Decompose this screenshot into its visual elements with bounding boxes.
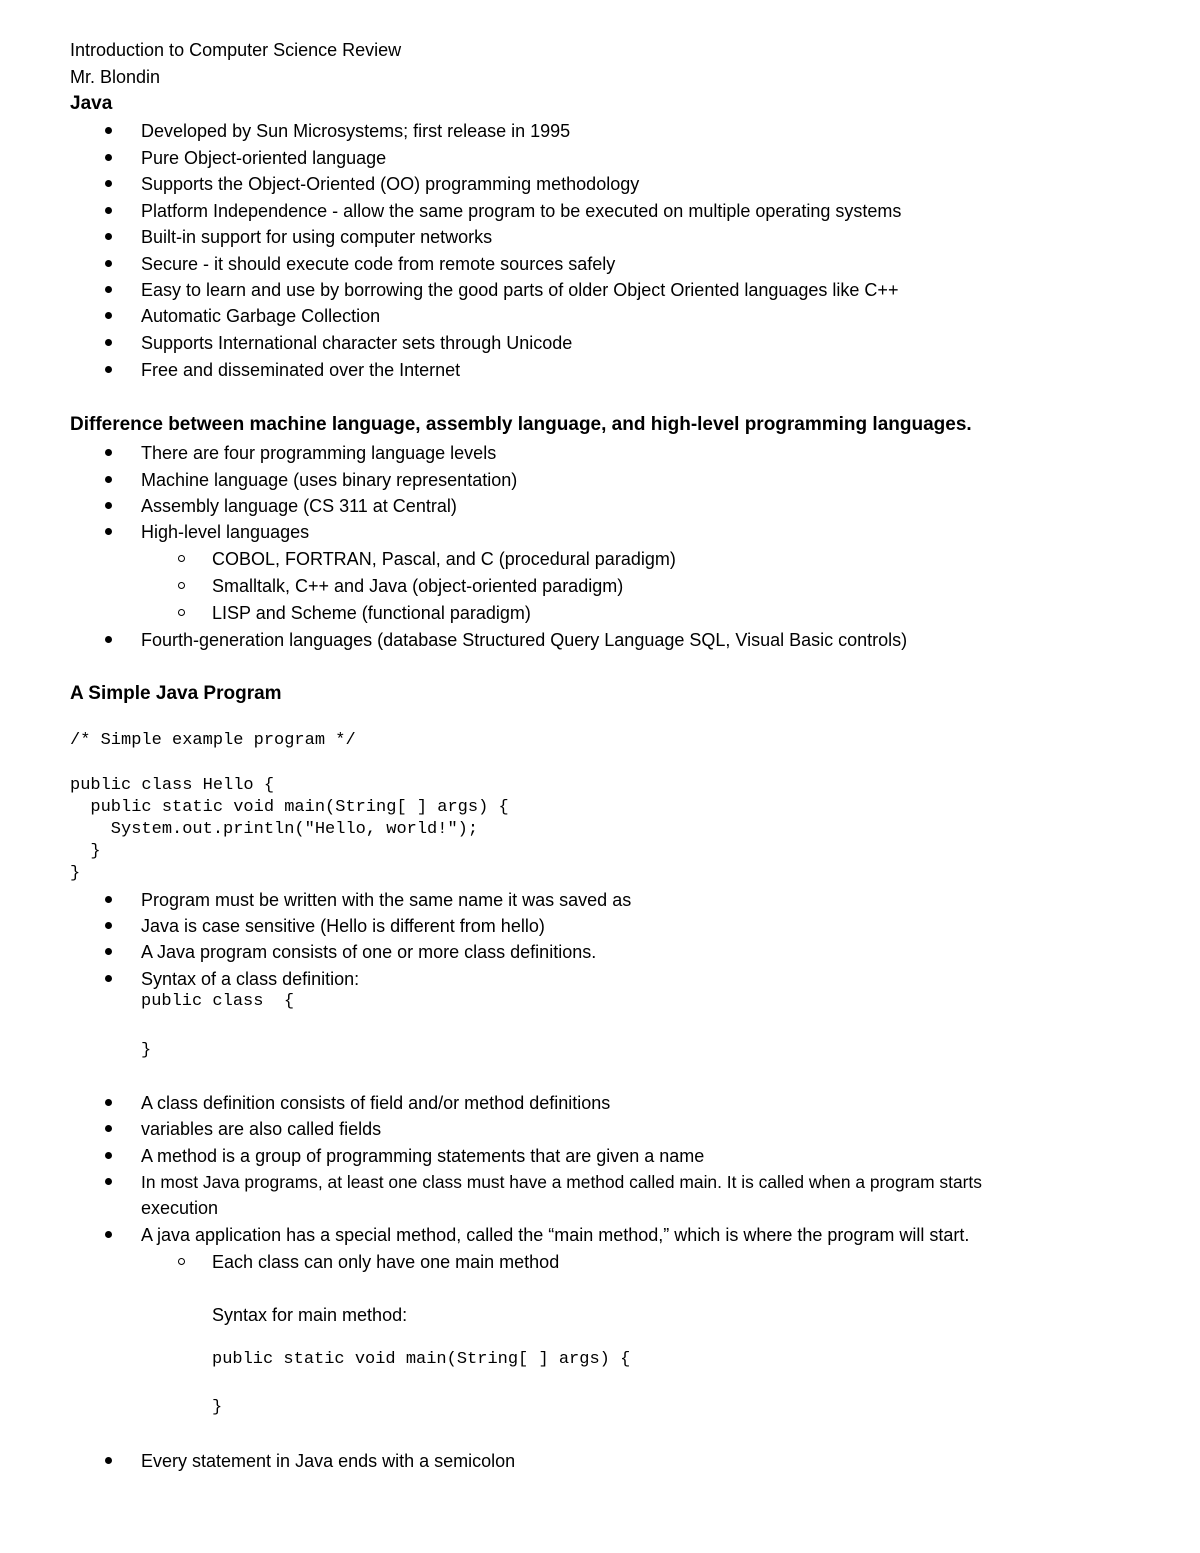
list-item: Syntax of a class definition: [141,969,360,989]
list-item: Fourth-generation languages (database Structured Query Language SQL, Visual Basic controls) [141,630,908,650]
bullet-dot [105,528,112,535]
bullet-dot [105,1099,112,1106]
list-item: Platform Independence - allow the same program to be executed on multiple operating systems [141,201,902,221]
list-item: A Java program consists of one or more class definitions. [141,942,597,962]
sub-bullet-circle [178,1258,185,1265]
main-syntax-code: public static void main(String[ ] args) { [212,1350,631,1369]
list-item: Every statement in Java ends with a semicolon [141,1451,516,1471]
bullet-dot [105,948,112,955]
code-line: } [70,842,101,861]
bullet-dot [105,180,112,187]
bullet-dot [105,233,112,240]
bullet-dot [105,1457,112,1464]
list-item: There are four programming language levels [141,443,497,463]
bullet-dot [105,1178,112,1185]
list-item: Developed by Sun Microsystems; first release in 1995 [141,121,571,141]
list-item: Supports International character sets through Unicode [141,333,573,353]
bullet-dot [105,975,112,982]
bullet-dot [105,260,112,267]
list-item: Free and disseminated over the Internet [141,360,461,380]
sub-list-item: COBOL, FORTRAN, Pascal, and C (procedural paradigm) [212,549,676,569]
code-line: /* Simple example program */ [70,731,356,750]
bullet-dot [105,1152,112,1159]
languages-heading: Difference between machine language, assembly language, and high-level programming languages. [70,414,972,435]
list-item-continuation: execution [141,1198,219,1218]
bullet-dot [105,636,112,643]
bullet-dot [105,339,112,346]
list-item: Assembly language (CS 311 at Central) [141,496,457,516]
bullet-dot [105,207,112,214]
list-item: High-level languages [141,522,310,542]
sub-list-item: LISP and Scheme (functional paradigm) [212,603,531,623]
class-syntax-code: } [141,1041,152,1060]
main-syntax-label: Syntax for main method: [212,1305,408,1325]
list-item: Secure - it should execute code from remote sources safely [141,254,616,274]
list-item: A class definition consists of field and/or method definitions [141,1093,611,1113]
bullet-dot [105,286,112,293]
list-item: A java application has a special method, called the “main method,” which is where the program will start. [141,1225,970,1245]
bullet-dot [105,922,112,929]
list-item: Machine language (uses binary representation) [141,470,518,490]
class-syntax-code: public class { [141,992,295,1011]
list-item: Java is case sensitive (Hello is different from hello) [141,916,545,936]
list-item: In most Java programs, at least one class must have a method called main. It is called when a program starts [141,1172,982,1192]
list-item: variables are also called fields [141,1119,382,1139]
sub-bullet-circle [178,582,185,589]
bullet-dot [105,1125,112,1132]
code-line: System.out.println("Hello, world!"); [70,820,479,839]
program-heading: A Simple Java Program [70,683,282,704]
list-item: Supports the Object-Oriented (OO) programming methodology [141,174,640,194]
sub-bullet-circle [178,555,185,562]
list-item: Pure Object-oriented language [141,148,387,168]
bullet-dot [105,476,112,483]
bullet-dot [105,1231,112,1238]
list-item: A method is a group of programming statements that are given a name [141,1146,705,1166]
list-item: Automatic Garbage Collection [141,306,381,326]
sub-list-item: Each class can only have one main method [212,1252,560,1272]
list-item: Easy to learn and use by borrowing the good parts of older Object Oriented languages like C++ [141,280,899,300]
bullet-dot [105,896,112,903]
sub-bullet-circle [178,609,185,616]
bullet-dot [105,502,112,509]
list-item: Built-in support for using computer networks [141,227,493,247]
main-syntax-code: } [212,1398,223,1417]
bullet-dot [105,127,112,134]
code-line: } [70,864,81,883]
java-heading: Java [70,93,113,114]
code-line: public static void main(String[ ] args) { [70,798,509,817]
bullet-dot [105,366,112,373]
teacher-name: Mr. Blondin [70,67,161,87]
bullet-dot [105,312,112,319]
code-line: public class Hello { [70,776,275,795]
sub-list-item: Smalltalk, C++ and Java (object-oriented paradigm) [212,576,624,596]
list-item: Program must be written with the same name it was saved as [141,890,632,910]
bullet-dot [105,154,112,161]
bullet-dot [105,449,112,456]
course-title: Introduction to Computer Science Review [70,40,402,60]
